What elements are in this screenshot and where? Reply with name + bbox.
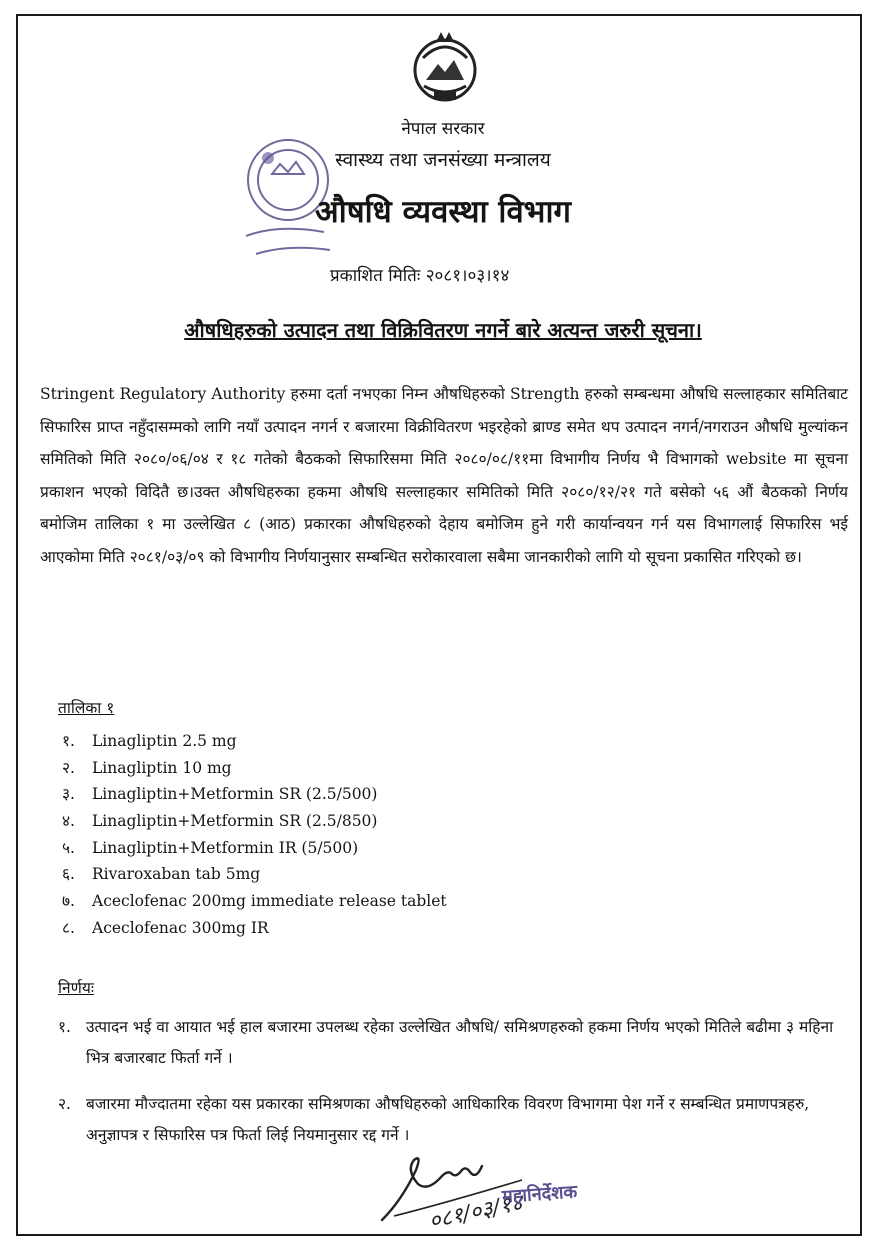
medicine-name: Linagliptin+Metformin SR (2.5/500) bbox=[92, 785, 378, 804]
signer-title: महानिर्देशक bbox=[501, 1181, 578, 1208]
nepal-emblem-icon bbox=[408, 30, 482, 106]
government-name: नेपाल सरकार bbox=[401, 119, 485, 139]
decision-number: १. bbox=[58, 1018, 71, 1036]
notice-body: Stringent Regulatory Authority हरुमा दर्ता नभएका निम्न औषधिहरुको Strength हरुको सम्बन्धमा औषधि सल्लाहकार समितिबाट सिफारिस प्राप्त नहुँदासम्मको लागि नयाँ उत्पादन नगर्न र बजारमा विक्रीवितरण भइरहेको ब्राण्ड समेत थप उत्पादन नगर्न/नगराउन औषधि मुल्यांकन समितिको मिति २०८०/०६/०४ र १८ गतेको बैठकको सिफारिसमा मिति २०८०/०८/११मा विभागीय निर्णय भै विभागको website मा सूचना प्रकाशन भएको विदितै छ।उक्त औषधिहरुका हकमा औषधि सल्लाहकार समितिको मिति २०८०/१२/२१ गते बसेको ५६ औं बैठकको निर्णय बमोजिम तालिका १ मा उल्लेखित ८ (आठ) प्रकारका औषधिहरुको देहाय बमोजिम हुने गरी कार्यान्वयन गर्न यस विभागलाई सिफारिस भई आएकोमा मिति २०८१/०३/०९ को विभागीय निर्णयानुसार सम्बन्धित सरोकारवाला सबैमा जानकारीको लागि यो सूचना प्रकासित गरिएको छ। bbox=[40, 385, 848, 566]
department-name: औषधि व्यवस्था विभाग bbox=[315, 194, 571, 230]
list-item bbox=[62, 781, 447, 808]
list-item bbox=[62, 835, 447, 862]
notice-subject-text: औषधिहरुको उत्पादन तथा विक्रिवितरण नगर्ने बारे अत्यन्त जरुरी सूचना। bbox=[184, 318, 702, 342]
medicine-name: Linagliptin 10 mg bbox=[92, 758, 232, 777]
medicine-name: Linagliptin+Metformin SR (2.5/850) bbox=[92, 812, 378, 831]
published-date: प्रकाशित मितिः २०८१।०३।१४ bbox=[330, 266, 510, 286]
item-number: २. bbox=[62, 758, 75, 777]
ministry-name: स्वास्थ्य तथा जनसंख्या मन्त्रालय bbox=[335, 149, 551, 171]
item-number: ८. bbox=[62, 918, 75, 937]
decision-text: उत्पादन भई वा आयात भई हाल बजारमा उपलब्ध रहेका उल्लेखित औषधि/ समिश्रणहरुको हकमा निर्णय भएको मितिले बढीमा ३ महिना भित्र बजारबाट फिर्ता गर्ने । bbox=[86, 1018, 834, 1067]
list-item bbox=[62, 728, 447, 755]
item-number: ७. bbox=[62, 892, 75, 911]
medicine-name: Aceclofenac 300mg IR bbox=[92, 918, 269, 937]
signature-date: ०८१/०३/१४ bbox=[426, 1190, 525, 1235]
medicine-name: Linagliptin+Metformin IR (5/500) bbox=[92, 838, 359, 857]
list-item bbox=[62, 888, 447, 915]
list-item bbox=[62, 861, 447, 888]
list-item bbox=[62, 915, 447, 942]
item-number: ५. bbox=[62, 838, 75, 857]
item-number: १. bbox=[62, 732, 75, 750]
medicine-name: Linagliptin 2.5 mg bbox=[92, 732, 237, 750]
medicine-list bbox=[62, 728, 447, 942]
list-item bbox=[62, 755, 447, 782]
decision-text: बजारमा मौज्दातमा रहेका यस प्रकारका समिश्रणका औषधिहरुको आधिकारिक विवरण विभागमा पेश गर्ने र सम्बन्धित प्रमाणपत्रहरु, अनुज्ञापत्र र सिफारिस पत्र फिर्ता लिई नियमानुसार रद्द गर्ने । bbox=[86, 1095, 810, 1144]
item-number: ६. bbox=[62, 865, 75, 884]
notice-subject bbox=[0, 316, 886, 343]
item-number: ४. bbox=[62, 812, 75, 831]
list-item bbox=[62, 808, 447, 835]
decision-item bbox=[58, 1012, 858, 1074]
decision-title: निर्णयः bbox=[58, 979, 94, 997]
item-number: ३. bbox=[62, 785, 75, 804]
table-title: तालिका १ bbox=[58, 699, 115, 717]
medicine-name: Aceclofenac 200mg immediate release tablet bbox=[92, 892, 447, 911]
medicine-name: Rivaroxaban tab 5mg bbox=[92, 865, 261, 884]
decision-number: २. bbox=[58, 1095, 71, 1113]
